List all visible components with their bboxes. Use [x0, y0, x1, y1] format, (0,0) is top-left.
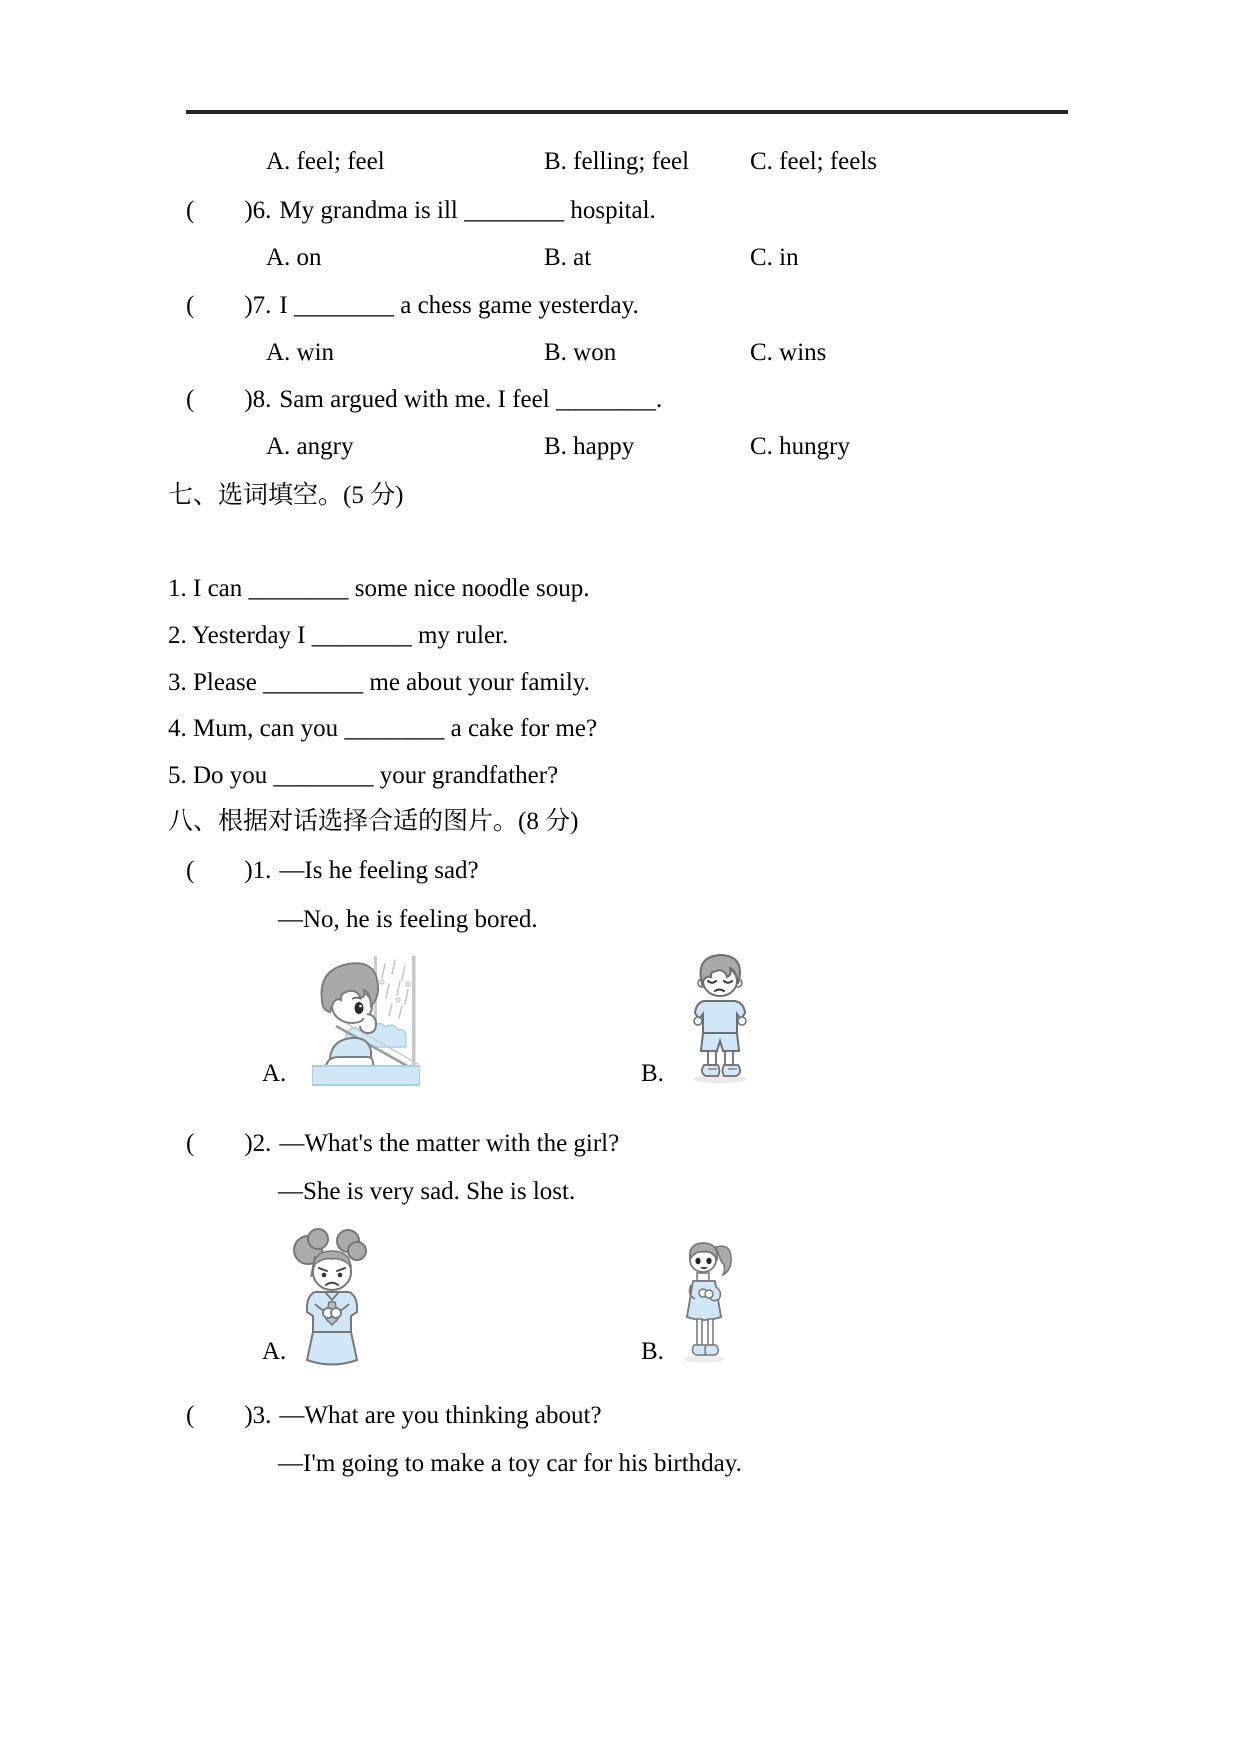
dialogue-3-answer-line: —I'm going to make a toy car for his birthday.	[278, 1450, 742, 1477]
option-a: A. feel; feel	[266, 148, 385, 175]
picture-boy-bored-by-window	[312, 956, 420, 1086]
picture-label: B.	[641, 1338, 664, 1365]
fill-item-1: 1. I can ________ some nice noodle soup.	[168, 575, 590, 602]
question-line-6	[186, 195, 656, 227]
dialogue-2-question-line	[186, 1128, 619, 1160]
dialogue-2-answer-line: —She is very sad. She is lost.	[278, 1178, 576, 1205]
question-stem: I ________ a chess game yesterday.	[279, 292, 639, 319]
option-a: A. angry	[266, 433, 354, 460]
answer-parens: ( )2.	[186, 1130, 272, 1157]
dialogue-3-question-line	[186, 1400, 602, 1432]
answer-parens: ( )3.	[186, 1402, 272, 1429]
section-seven-title: 七、选词填空。(5 分)	[168, 482, 404, 509]
answer-parens: ( )6.	[186, 197, 272, 224]
answer-parens: ( )7.	[186, 292, 272, 319]
option-b: B. at	[544, 244, 592, 271]
picture-happy-girl	[676, 1235, 738, 1363]
answer-parens: ( )8.	[186, 386, 272, 413]
question-stem: My grandma is ill ________ hospital.	[279, 197, 656, 224]
section-eight-title: 八、根据对话选择合适的图片。(8 分)	[168, 808, 579, 835]
option-a: A. on	[266, 244, 322, 271]
fill-item-5: 5. Do you ________ your grandfather?	[168, 762, 559, 789]
option-c: C. feel; feels	[750, 148, 878, 175]
question-line-8	[186, 384, 662, 416]
fill-item-3: 3. Please ________ me about your family.	[168, 669, 590, 696]
picture-label: A.	[262, 1338, 287, 1365]
dialogue-1-answer-line: —No, he is feeling bored.	[278, 906, 538, 933]
picture-worried-girl	[291, 1226, 373, 1375]
option-a: A. win	[266, 339, 335, 366]
option-c: C. in	[750, 244, 799, 271]
fill-item-4: 4. Mum, can you ________ a cake for me?	[168, 715, 598, 742]
option-c: C. wins	[750, 339, 827, 366]
question-line-7	[186, 290, 639, 322]
picture-label: A.	[262, 1060, 287, 1087]
fill-item-2: 2. Yesterday I ________ my ruler.	[168, 622, 509, 649]
picture-label: B.	[641, 1060, 664, 1087]
option-c: C. hungry	[750, 433, 850, 460]
dialogue-question: —What are you thinking about?	[279, 1402, 602, 1429]
dialogue-question: —What's the matter with the girl?	[279, 1130, 620, 1157]
answer-parens: ( )1.	[186, 857, 272, 884]
option-b: B. felling; feel	[544, 148, 690, 175]
option-b: B. happy	[544, 433, 635, 460]
dialogue-1-question-line	[186, 855, 479, 887]
picture-sad-boy-standing	[681, 948, 759, 1085]
question-stem: Sam argued with me. I feel ________.	[279, 386, 663, 413]
dialogue-question: —Is he feeling sad?	[279, 857, 479, 884]
header-rule	[186, 110, 1068, 114]
option-b: B. won	[544, 339, 617, 366]
